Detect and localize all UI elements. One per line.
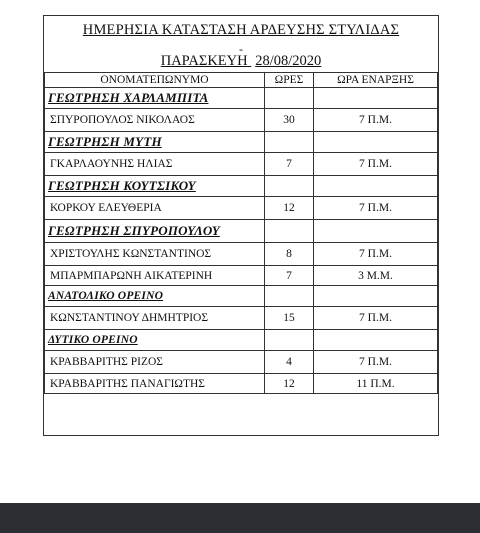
start-time-cell: 7 Π.Μ. (314, 351, 438, 374)
document-title: ΗΜΕΡΗΣΙΑ ΚΑΤΑΣΤΑΣΗ ΑΡΔΕΥΣΗΣ ΣΤΥΛΙΔΑΣ (82, 22, 400, 38)
start-time-cell: 7 Π.Μ. (314, 307, 438, 330)
hours-cell: 12 (265, 197, 314, 220)
hours-cell: 8 (265, 243, 314, 266)
worker-name: ΚΟΡΚΟΥ ΕΛΕΥΘΕΡΙΑ (50, 202, 162, 214)
worker-name: ΚΡΑΒΒΑΡΙΤΗΣ ΡΙΖΟΣ (50, 356, 163, 368)
section-title: ΑΝΑΤΟΛΙΚΟ ΟΡΕΙΝΟ (48, 290, 164, 302)
section-title: ΓΕΩΤΡΗΣΗ ΧΑΡΛΑΜΠΙΤΑ (48, 90, 209, 105)
worker-name: ΣΠΥΡΟΠΟΥΛΟΣ ΝΙΚΟΛΑΟΣ (50, 114, 195, 126)
section-row (45, 132, 438, 153)
table-row (45, 266, 438, 286)
screen-bottom-bar (0, 503, 480, 533)
document-date-line (44, 53, 438, 70)
table-row (45, 307, 438, 330)
table-row (45, 243, 438, 266)
section-row (45, 88, 438, 109)
start-time-cell: 7 Π.Μ. (314, 243, 438, 266)
worker-name: ΜΠΑΡΜΠΑΡΩΝΗ ΑΙΚΑΤΕΡΙΝΗ (50, 269, 213, 282)
section-row (45, 176, 438, 197)
start-time-cell: 7 Π.Μ. (314, 153, 438, 176)
header-start-time: ΩΡΑ ΕΝΑΡΞΗΣ (314, 73, 438, 88)
worker-name: ΓΚΑΡΛΑΟΥΝΗΣ ΗΛΙΑΣ (50, 158, 173, 170)
section-title: ΓΕΩΤΡΗΣΗ ΚΟΥΤΣΙΚΟΥ (48, 178, 196, 193)
hours-cell: 4 (265, 351, 314, 374)
hours-cell: 7 (265, 153, 314, 176)
section-title: ΔΥΤΙΚΟ ΟΡΕΙΝΟ (48, 334, 138, 346)
table-row (45, 109, 438, 132)
hours-cell: 12 (265, 374, 314, 394)
section-title: ΓΕΩΤΡΗΣΗ ΣΠΥΡΟΠΟΥΛΟΥ (48, 223, 220, 238)
title-separator: - (239, 42, 243, 56)
section-row (45, 286, 438, 307)
section-row (45, 220, 438, 243)
start-time-cell: 11 Π.Μ. (314, 374, 438, 394)
start-time-cell: 7 Π.Μ. (314, 109, 438, 132)
table-row (45, 197, 438, 220)
table-header-row (45, 73, 438, 88)
header-hours: ΩΡΕΣ (265, 73, 314, 88)
start-time-cell: 7 Π.Μ. (314, 197, 438, 220)
section-row (45, 330, 438, 351)
hours-cell: 30 (265, 109, 314, 132)
worker-name: ΧΡΙΣΤΟΥΛΗΣ ΚΩΝΣΤΑΝΤΙΝΟΣ (50, 248, 212, 260)
day-label: ΠΑΡΑΣΚΕΥΗ (160, 53, 248, 69)
header-name: ΟΝΟΜΑΤΕΠΩΝΥΜΟ (45, 73, 265, 88)
section-title: ΓΕΩΤΡΗΣΗ ΜΥΤΗ (48, 134, 162, 149)
irrigation-schedule-sheet (43, 15, 439, 436)
schedule-table (44, 72, 438, 394)
hours-cell: 7 (265, 266, 314, 286)
worker-name: ΚΩΝΣΤΑΝΤΙΝΟΥ ΔΗΜΗΤΡΙΟΣ (50, 312, 209, 324)
start-time-cell: 3 Μ.Μ. (314, 266, 438, 286)
date-value: 28/08/2020 (255, 53, 322, 69)
worker-name: ΚΡΑΒΒΑΡΙΤΗΣ ΠΑΝΑΓΙΩΤΗΣ (50, 377, 205, 390)
table-row (45, 153, 438, 176)
table-row (45, 351, 438, 374)
table-row (45, 374, 438, 394)
hours-cell: 15 (265, 307, 314, 330)
